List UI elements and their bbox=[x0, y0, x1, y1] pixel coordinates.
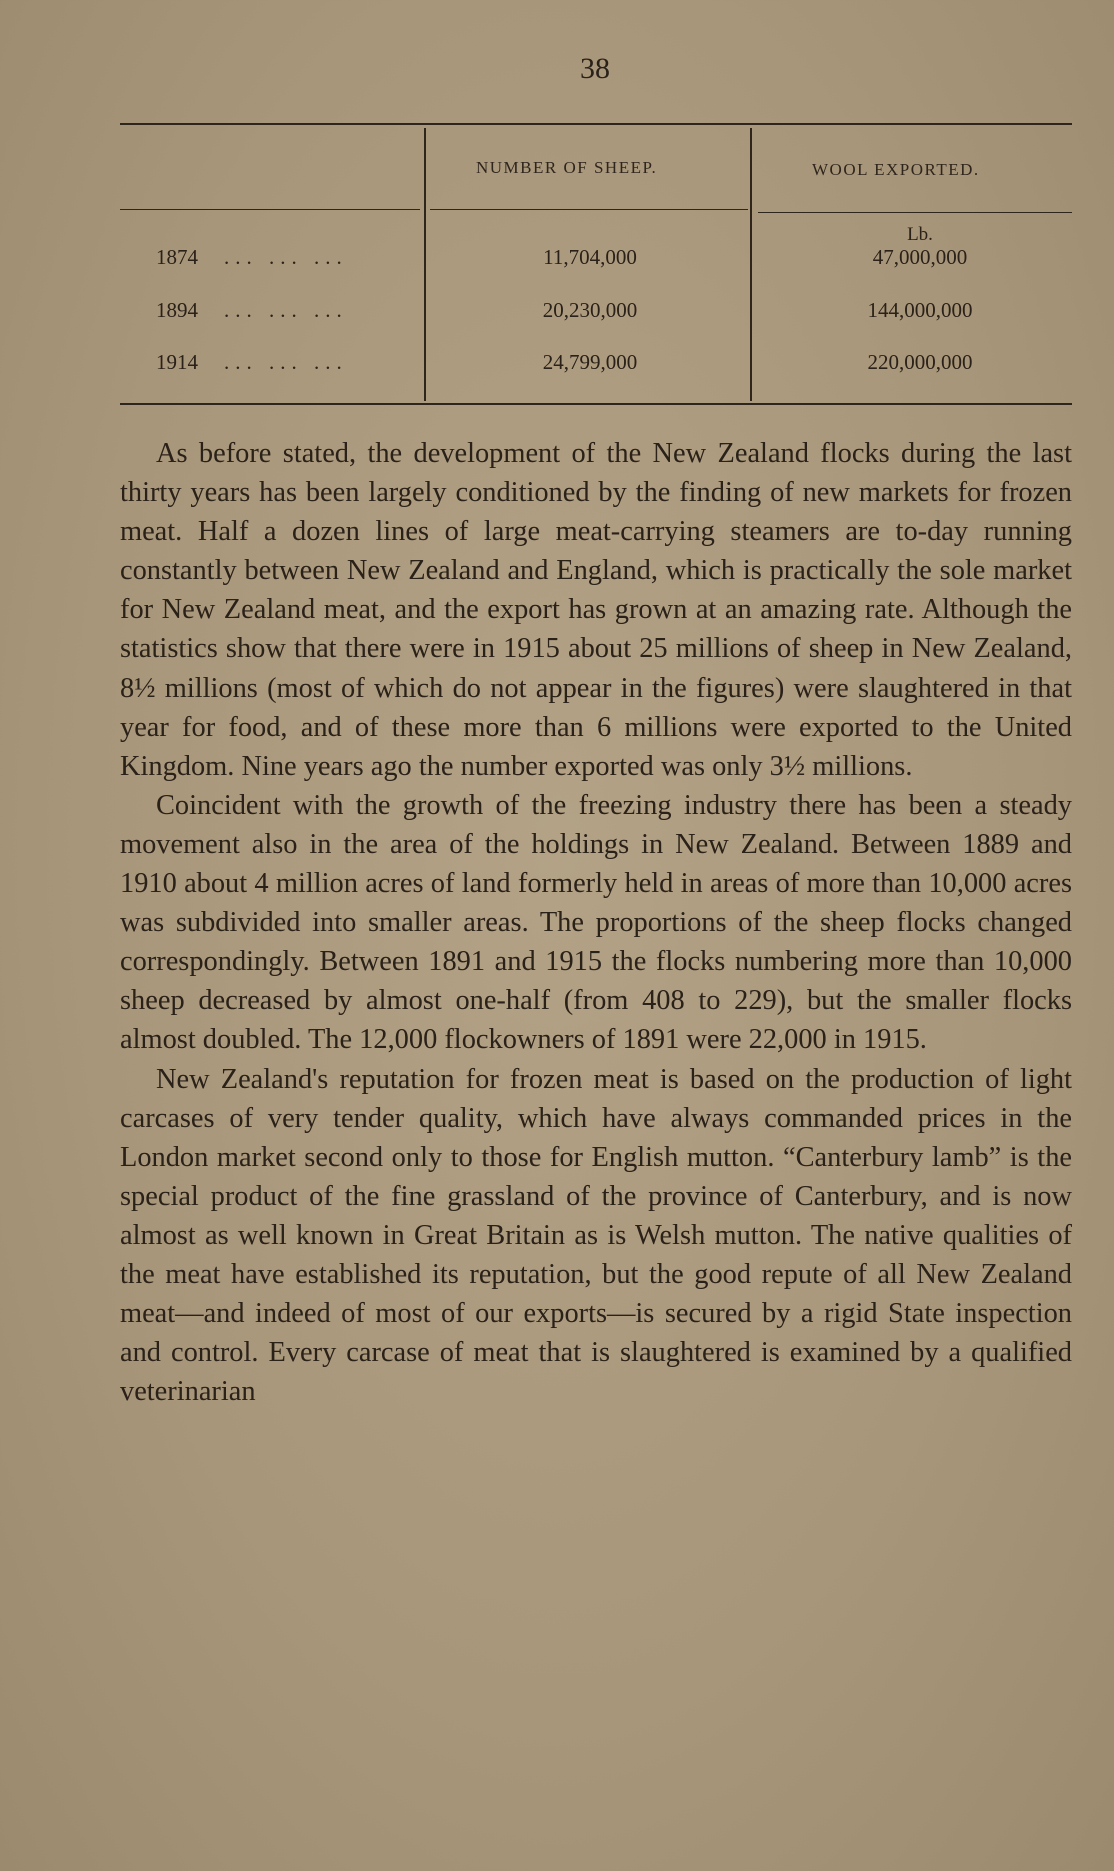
row-wool-exported: 220,000,000 bbox=[867, 350, 973, 374]
table-bottom-rule bbox=[120, 403, 1072, 405]
body-text bbox=[120, 434, 1072, 1411]
page-number: 38 bbox=[580, 52, 610, 85]
row-wool-exported: 144,000,000 bbox=[867, 298, 973, 322]
row-sheep-count: 20,230,000 bbox=[542, 298, 638, 322]
paragraph: As before stated, the development of the New Zealand flocks during the last thirty years has been largely conditioned by the finding of new markets for frozen meat. Half a dozen lines of large meat-carrying steamers are to-day running constantly between New Zealand and England, which is practically the sole market for New Zealand meat, and the export has grown at an amazing rate. Although the statistics show that there were in 1915 about 25 millions of sheep in New Zealand, 8½ millions (most of which do not appear in the figures) were slaughtered in that year for food, and of these more than 6 millions were exported to the United Kingdom. Nine years ago the number exported was only 3½ millions. bbox=[120, 438, 1072, 782]
row-leader-dots: ... ... ... bbox=[224, 245, 348, 269]
table-header-rule-right bbox=[758, 212, 1072, 213]
row-sheep-count: 11,704,000 bbox=[543, 245, 637, 269]
column-header-sheep: NUMBER OF SHEEP. bbox=[476, 158, 658, 177]
row-year: 1874 bbox=[156, 245, 198, 269]
row-leader-dots: ... ... ... bbox=[224, 350, 348, 374]
table-header-rule-middle bbox=[430, 209, 748, 210]
row-year: 1894 bbox=[156, 298, 198, 322]
row-sheep-count: 24,799,000 bbox=[542, 350, 638, 374]
row-wool-exported: 47,000,000 bbox=[872, 245, 968, 269]
table-header-rule-left bbox=[120, 209, 420, 210]
paragraph: Coincident with the growth of the freezing industry there has been a steady movement also in the area of the holdings in New Zealand. Between 1889 and 1910 about 4 million acres of land formerly held in areas of more than 10,000 acres was subdivided into smaller areas. The proportions of the sheep flocks changed correspondingly. Between 1891 and 1915 the flocks numbering more than 10,000 sheep decreased by almost one-half (from 408 to 229), but the smaller flocks almost doubled. The 12,000 flockowners of 1891 were 22,000 in 1915. bbox=[120, 789, 1072, 1056]
column-header-wool: WOOL EXPORTED. bbox=[812, 160, 980, 179]
paragraph: New Zealand's reputation for frozen meat is based on the production of light carcases of very tender quality, which have always commanded prices in the London market second only to those for English mutton. “Canterbury lamb” is the special product of the fine grassland of the province of Canterbury, and is now almost as well known in Great Britain as is Welsh mutton. The native qualities of the meat have established its reputation, but the good repute of all New Zealand meat—and indeed of most of our exports—is secured by a rigid State inspection and control. Every carcase of meat that is slaughtered is examined by a qualified veterinarian bbox=[120, 1063, 1072, 1408]
table-top-rule bbox=[120, 123, 1072, 125]
row-leader-dots: ... ... ... bbox=[224, 298, 348, 322]
row-year: 1914 bbox=[156, 350, 198, 374]
wool-unit: Lb. bbox=[907, 224, 933, 245]
